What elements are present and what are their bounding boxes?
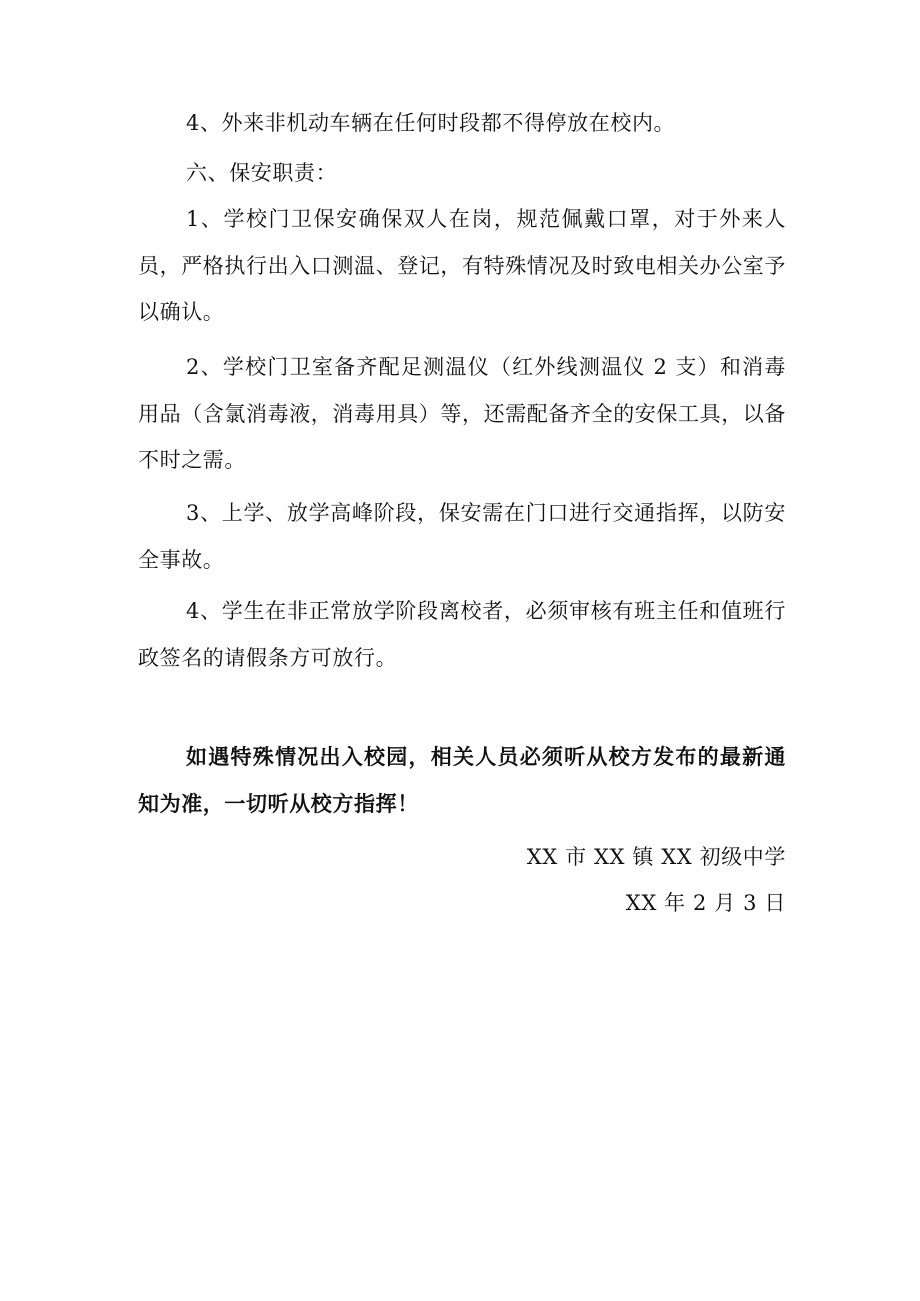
section-heading-security-duties: 六、保安职责： (186, 161, 338, 185)
signature-date: XX 年 2 月 3 日 (625, 891, 786, 915)
paragraph-duty-2: 2、学校门卫室备齐配足测温仪（红外线测温仪 2 支）和消毒用品（含氯消毒液，消毒用具）等，还需配备齐全的安保工具，以备不时之需。 (138, 355, 786, 472)
paragraph-duty-1: 1、学校门卫保安确保双人在岗，规范佩戴口罩，对于外来人员，严格执行出入口测温、登记，有特殊情况及时致电相关办公室予以确认。 (138, 207, 786, 324)
paragraph-duty-3: 3、上学、放学高峰阶段，保安需在门口进行交通指挥，以防安全事故。 (138, 501, 786, 572)
notice-paragraph: 如遇特殊情况出入校园，相关人员必须听从校方发布的最新通知为准，一切听从校方指挥！ (138, 744, 786, 816)
paragraph-duty-4: 4、学生在非正常放学阶段离校者，必须审核有班主任和值班行政签名的请假条方可放行。 (138, 599, 786, 670)
signature-organization: XX 市 XX 镇 XX 初级中学 (526, 845, 786, 869)
paragraph-item4-vehicles: 4、外来非机动车辆在任何时段都不得停放在校内。 (186, 111, 676, 135)
